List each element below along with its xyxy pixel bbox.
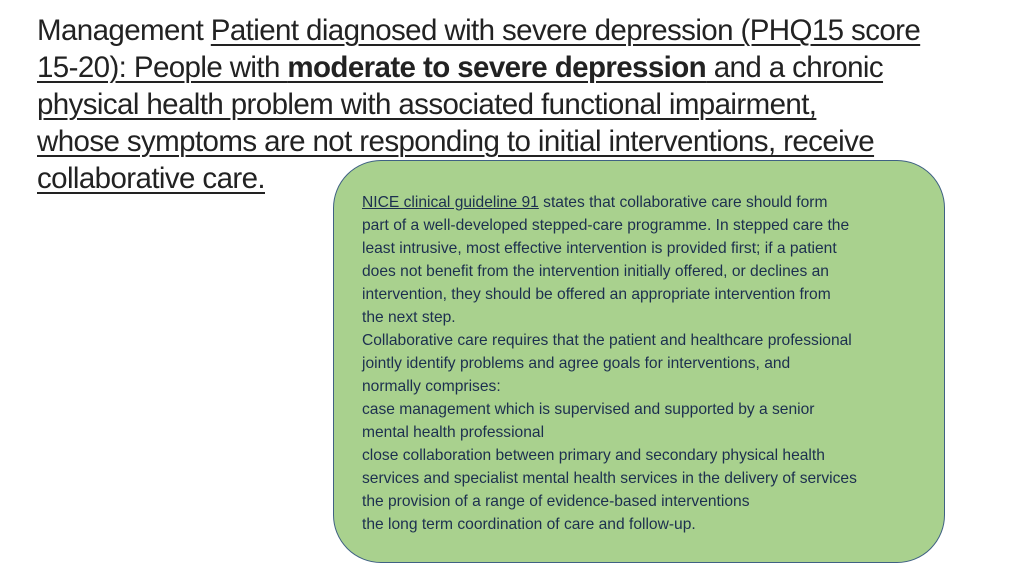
callout-text: [362, 191, 857, 536]
title-line-3: physical health problem with associated functional impairment,: [37, 88, 817, 121]
callout-line: least intrusive, most effective intervention is provided first; if a patient: [362, 240, 837, 257]
title-bold-text: moderate to severe depression: [287, 51, 707, 84]
title-prefix: Management: [37, 14, 211, 47]
callout-line: mental health professional: [362, 424, 545, 441]
title-line-1: [37, 12, 920, 49]
title-line-2: [37, 49, 920, 86]
callout-line: does not benefit from the intervention initially offered, or declines an: [362, 263, 829, 280]
callout-line: close collaboration between primary and secondary physical health: [362, 447, 825, 464]
title-text: Patient diagnosed with severe depression (PHQ15 score: [210, 14, 921, 47]
callout-line: Collaborative care requires that the patient and healthcare professional: [362, 332, 852, 349]
callout-line: case management which is supervised and supported by a senior: [362, 401, 815, 418]
title-line-5: collaborative care.: [37, 162, 265, 195]
callout-line: services and specialist mental health services in the delivery of services: [362, 470, 857, 487]
callout-line: the next step.: [362, 309, 456, 326]
nice-guideline-link[interactable]: NICE clinical guideline 91: [362, 194, 539, 211]
callout-text-span: states that collaborative care should form: [538, 194, 828, 211]
callout-line: jointly identify problems and agree goals for interventions, and: [362, 355, 791, 372]
callout-line: the provision of a range of evidence-based interventions: [362, 493, 750, 510]
callout-line: normally comprises:: [362, 378, 501, 395]
title-text: and a chronic: [706, 51, 884, 84]
callout-line: intervention, they should be offered an appropriate intervention from: [362, 286, 831, 303]
info-callout-box: [333, 160, 945, 563]
title-text: 15-20): People with: [37, 51, 288, 84]
title-line-4: whose symptoms are not responding to initial interventions, receive: [37, 125, 875, 158]
callout-line: [362, 191, 857, 214]
callout-line: the long term coordination of care and follow-up.: [362, 516, 696, 533]
callout-line: part of a well-developed stepped-care programme. In stepped care the: [362, 217, 850, 234]
